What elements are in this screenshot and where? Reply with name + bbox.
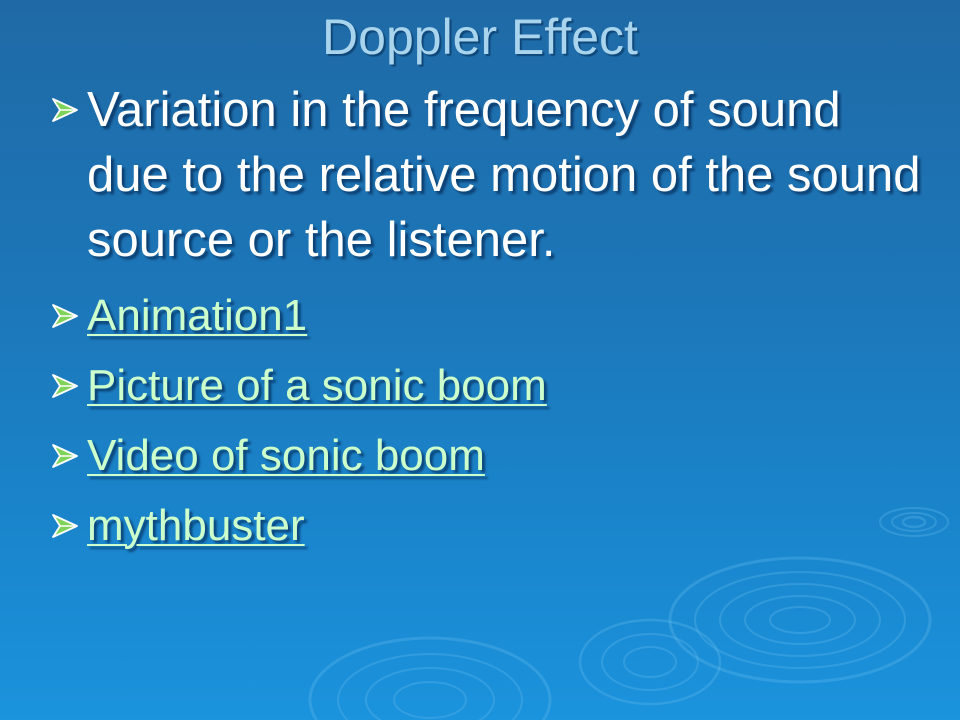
link-item-mythbuster (50, 499, 930, 553)
sonic-boom-picture-link[interactable]: Picture of a sonic boom (87, 361, 547, 410)
mythbuster-link[interactable]: mythbuster (87, 501, 305, 550)
definition-text: Variation in the frequency of sound due to the relative motion of the sound source or the listener. (87, 83, 921, 267)
link-item-animation (50, 289, 930, 343)
arrowhead-bullet-icon (51, 96, 79, 124)
sonic-boom-video-link[interactable]: Video of sonic boom (87, 431, 485, 480)
arrowhead-bullet-icon (51, 302, 79, 330)
arrowhead-bullet-icon (51, 372, 79, 400)
link-item-sonic-boom-video (50, 429, 930, 483)
arrowhead-bullet-icon (51, 442, 79, 470)
definition-bullet (50, 78, 930, 273)
slide-title: Doppler Effect (322, 9, 638, 65)
bullet-list (50, 78, 930, 569)
arrowhead-bullet-icon (51, 512, 79, 540)
animation-link[interactable]: Animation1 (87, 291, 308, 340)
link-item-sonic-boom-picture (50, 359, 930, 413)
